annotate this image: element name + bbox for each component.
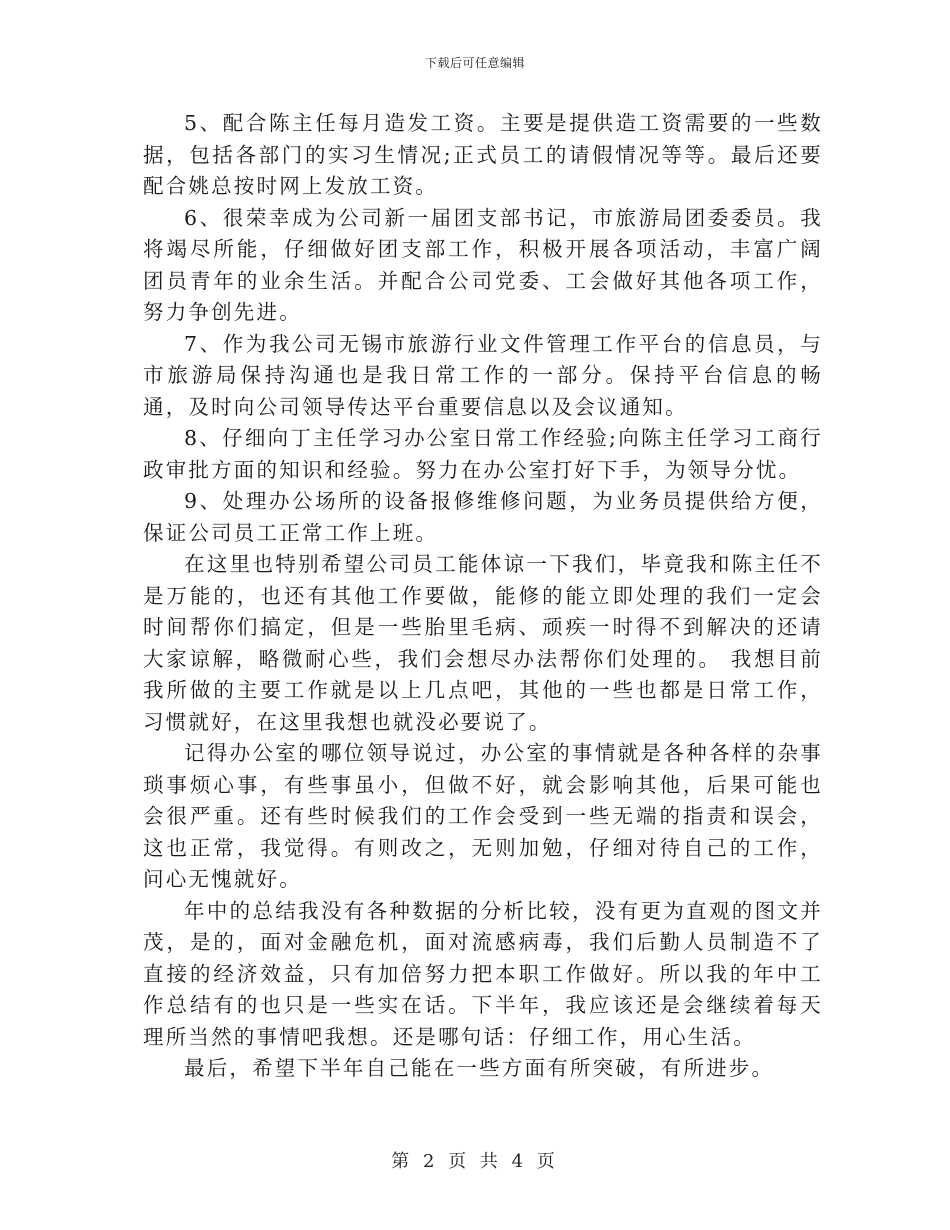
footer-middle: 页 共 [448,1151,502,1172]
document-body [143,108,823,1085]
footer-prefix: 第 [391,1151,414,1172]
paragraph-item-7: 7、作为我公司无锡市旅游行业文件管理工作平台的信息员，与市旅游局保持沟通也是我日常工作的一部分。保持平台信息的畅通，及时向公司领导传达平台重要信息以及会议通知。 [143,331,823,419]
paragraph-midyear-summary: 年中的总结我没有各种数据的分析比较，没有更为直观的图文并茂，是的，面对金融危机，面对流感病毒，我们后勤人员制造不了直接的经济效益，只有加倍努力把本职工作做好。所以我的年中工作总结有的也只是一些实在话。下半年，我应该还是会继续着每天理所当然的事情吧我想。还是哪句话：仔细工作，用心生活。 [143,898,823,1049]
paragraph-item-6: 6、很荣幸成为公司新一届团支部书记，市旅游局团委委员。我将竭尽所能，仔细做好团支部工作，积极开展各项活动，丰富广阔团员青年的业余生活。并配合公司党委、工会做好其他各项工作，努力争创先进。 [143,205,823,324]
footer-suffix: 页 [536,1151,559,1172]
paragraph-item-5: 5、配合陈主任每月造发工资。主要是提供造工资需要的一些数据，包括各部门的实习生情况;正式员工的请假情况等等。最后还要配合姚总按时网上发放工资。 [143,111,823,198]
paragraph-item-8: 8、仔细向丁主任学习办公室日常工作经验;向陈主任学习工商行政审批方面的知识和经验。努力在办公室打好下手，为领导分忧。 [143,426,823,482]
page-footer [0,1147,950,1173]
footer-total-pages: 4 [511,1151,528,1172]
paragraph-item-9: 9、处理办公场所的设备报修维修问题，为业务员提供给方便，保证公司员工正常工作上班。 [143,489,823,545]
paragraph-closing: 最后，希望下半年自己能在一些方面有所突破，有所进步。 [184,1056,775,1080]
footer-current-page: 2 [422,1151,439,1172]
paragraph-apology: 在这里也特别希望公司员工能体谅一下我们，毕竟我和陈主任不是万能的，也还有其他工作要做，能修的能立即处理的我们一定会时间帮你们搞定，但是一些胎里毛病、顽疾一时得不到解决的还请大家谅解，略微耐心些，我们会想尽办法帮你们处理的。 我想目前我所做的主要工作就是以上几点吧，其他的一些也都是日常工作，习惯就好，在这里我想也就没必要说了。 [143,552,823,734]
page-header-note: 下载后可任意编辑 [424,56,525,70]
paragraph-office-affairs: 记得办公室的哪位领导说过，办公室的事情就是各种各样的杂事琐事烦心事，有些事虽小，但做不好，就会影响其他，后果可能也会很严重。还有些时候我们的工作会受到一些无端的指责和误会，这也正常，我觉得。有则改之，无则加勉，仔细对待自己的工作，问心无愧就好。 [143,741,823,891]
